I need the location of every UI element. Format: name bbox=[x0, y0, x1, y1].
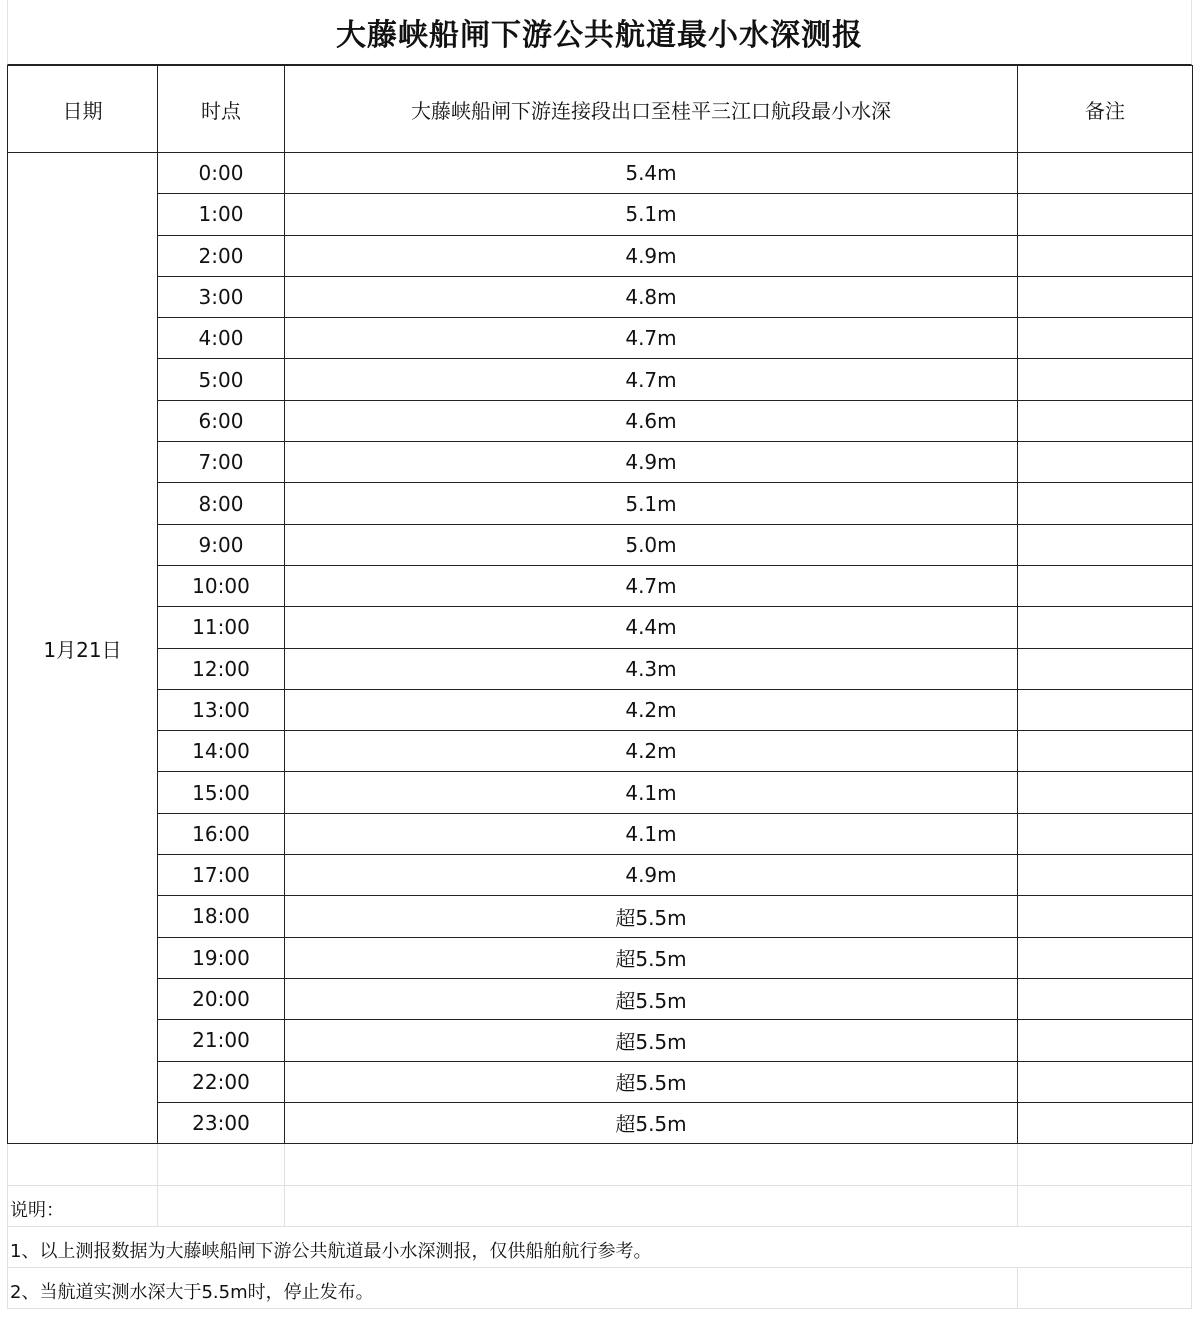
time-cell: 1:00 bbox=[158, 194, 285, 235]
table-row bbox=[8, 1102, 1193, 1143]
depth-cell: 超5.5m bbox=[285, 937, 1018, 978]
note-cell bbox=[1018, 689, 1193, 730]
note-cell bbox=[1018, 648, 1193, 689]
depth-cell: 4.9m bbox=[285, 235, 1018, 276]
time-cell: 21:00 bbox=[158, 1020, 285, 1061]
table-row bbox=[8, 937, 1193, 978]
depth-cell: 5.4m bbox=[285, 153, 1018, 194]
note-cell bbox=[1018, 194, 1193, 235]
time-cell: 20:00 bbox=[158, 978, 285, 1019]
table-row bbox=[8, 400, 1193, 441]
report-title: 大藤峡船闸下游公共航道最小水深测报 bbox=[7, 0, 1192, 65]
depth-cell: 4.2m bbox=[285, 731, 1018, 772]
depth-table bbox=[7, 65, 1193, 1144]
note-cell bbox=[1018, 937, 1193, 978]
depth-cell: 超5.5m bbox=[285, 1020, 1018, 1061]
table-row bbox=[8, 235, 1193, 276]
note-cell bbox=[1018, 483, 1193, 524]
table-row bbox=[8, 1061, 1193, 1102]
header-date: 日期 bbox=[8, 66, 158, 153]
table-row bbox=[8, 772, 1193, 813]
table-row bbox=[8, 978, 1193, 1019]
header-depth: 大藤峡船闸下游连接段出口至桂平三江口航段最小水深 bbox=[285, 66, 1018, 153]
time-cell: 16:00 bbox=[158, 813, 285, 854]
note-cell bbox=[1018, 607, 1193, 648]
time-cell: 11:00 bbox=[158, 607, 285, 648]
table-row bbox=[8, 689, 1193, 730]
table-row bbox=[8, 153, 1193, 194]
table-row bbox=[8, 855, 1193, 896]
time-cell: 9:00 bbox=[158, 524, 285, 565]
note-cell bbox=[1018, 153, 1193, 194]
note-cell bbox=[1018, 524, 1193, 565]
depth-cell: 4.8m bbox=[285, 276, 1018, 317]
time-cell: 14:00 bbox=[158, 731, 285, 772]
time-cell: 23:00 bbox=[158, 1102, 285, 1143]
depth-cell: 超5.5m bbox=[285, 1061, 1018, 1102]
time-cell: 3:00 bbox=[158, 276, 285, 317]
time-cell: 6:00 bbox=[158, 400, 285, 441]
time-cell: 22:00 bbox=[158, 1061, 285, 1102]
table-row bbox=[8, 648, 1193, 689]
depth-cell: 4.7m bbox=[285, 318, 1018, 359]
depth-cell: 超5.5m bbox=[285, 978, 1018, 1019]
header-note: 备注 bbox=[1018, 66, 1193, 153]
time-cell: 8:00 bbox=[158, 483, 285, 524]
depth-cell: 5.0m bbox=[285, 524, 1018, 565]
note-cell bbox=[1018, 1020, 1193, 1061]
depth-cell: 超5.5m bbox=[285, 896, 1018, 937]
time-cell: 10:00 bbox=[158, 565, 285, 606]
depth-cell: 4.2m bbox=[285, 689, 1018, 730]
note-cell bbox=[1018, 235, 1193, 276]
note-cell bbox=[1018, 318, 1193, 359]
notes-heading: 说明： bbox=[10, 1200, 64, 1221]
note-cell bbox=[1018, 731, 1193, 772]
time-cell: 19:00 bbox=[158, 937, 285, 978]
table-row bbox=[8, 318, 1193, 359]
depth-cell: 4.1m bbox=[285, 813, 1018, 854]
time-cell: 18:00 bbox=[158, 896, 285, 937]
time-cell: 13:00 bbox=[158, 689, 285, 730]
table-body bbox=[8, 153, 1193, 1144]
note-cell bbox=[1018, 1102, 1193, 1143]
note-cell bbox=[1018, 565, 1193, 606]
table-row bbox=[8, 524, 1193, 565]
note-line-2: 2、当航道实测水深大于5.5m时，停止发布。 bbox=[10, 1282, 374, 1303]
note-cell bbox=[1018, 772, 1193, 813]
depth-cell: 4.9m bbox=[285, 855, 1018, 896]
table-row bbox=[8, 731, 1193, 772]
table-row bbox=[8, 1020, 1193, 1061]
depth-cell: 5.1m bbox=[285, 483, 1018, 524]
time-cell: 4:00 bbox=[158, 318, 285, 359]
table-row bbox=[8, 896, 1193, 937]
depth-cell: 4.7m bbox=[285, 359, 1018, 400]
time-cell: 12:00 bbox=[158, 648, 285, 689]
table-row bbox=[8, 565, 1193, 606]
note-cell bbox=[1018, 442, 1193, 483]
time-cell: 2:00 bbox=[158, 235, 285, 276]
note-cell bbox=[1018, 896, 1193, 937]
time-cell: 17:00 bbox=[158, 855, 285, 896]
table-row bbox=[8, 359, 1193, 400]
note-cell bbox=[1018, 855, 1193, 896]
depth-cell: 4.7m bbox=[285, 565, 1018, 606]
note-cell bbox=[1018, 813, 1193, 854]
depth-cell: 4.1m bbox=[285, 772, 1018, 813]
note-cell bbox=[1018, 276, 1193, 317]
depth-cell: 4.6m bbox=[285, 400, 1018, 441]
depth-cell: 5.1m bbox=[285, 194, 1018, 235]
header-row bbox=[8, 66, 1193, 153]
note-cell bbox=[1018, 978, 1193, 1019]
note-cell bbox=[1018, 400, 1193, 441]
table-row bbox=[8, 276, 1193, 317]
table-row bbox=[8, 813, 1193, 854]
time-cell: 7:00 bbox=[158, 442, 285, 483]
date-cell: 1月21日 bbox=[8, 153, 158, 1144]
time-cell: 15:00 bbox=[158, 772, 285, 813]
table-row bbox=[8, 607, 1193, 648]
note-cell bbox=[1018, 1061, 1193, 1102]
depth-cell: 超5.5m bbox=[285, 1102, 1018, 1143]
time-cell: 0:00 bbox=[158, 153, 285, 194]
table-row bbox=[8, 442, 1193, 483]
header-time: 时点 bbox=[158, 66, 285, 153]
time-cell: 5:00 bbox=[158, 359, 285, 400]
table-row bbox=[8, 483, 1193, 524]
note-cell bbox=[1018, 359, 1193, 400]
depth-cell: 4.9m bbox=[285, 442, 1018, 483]
depth-cell: 4.4m bbox=[285, 607, 1018, 648]
depth-cell: 4.3m bbox=[285, 648, 1018, 689]
table-row bbox=[8, 194, 1193, 235]
note-line-1: 1、以上测报数据为大藤峡船闸下游公共航道最小水深测报，仅供船舶航行参考。 bbox=[10, 1241, 652, 1262]
